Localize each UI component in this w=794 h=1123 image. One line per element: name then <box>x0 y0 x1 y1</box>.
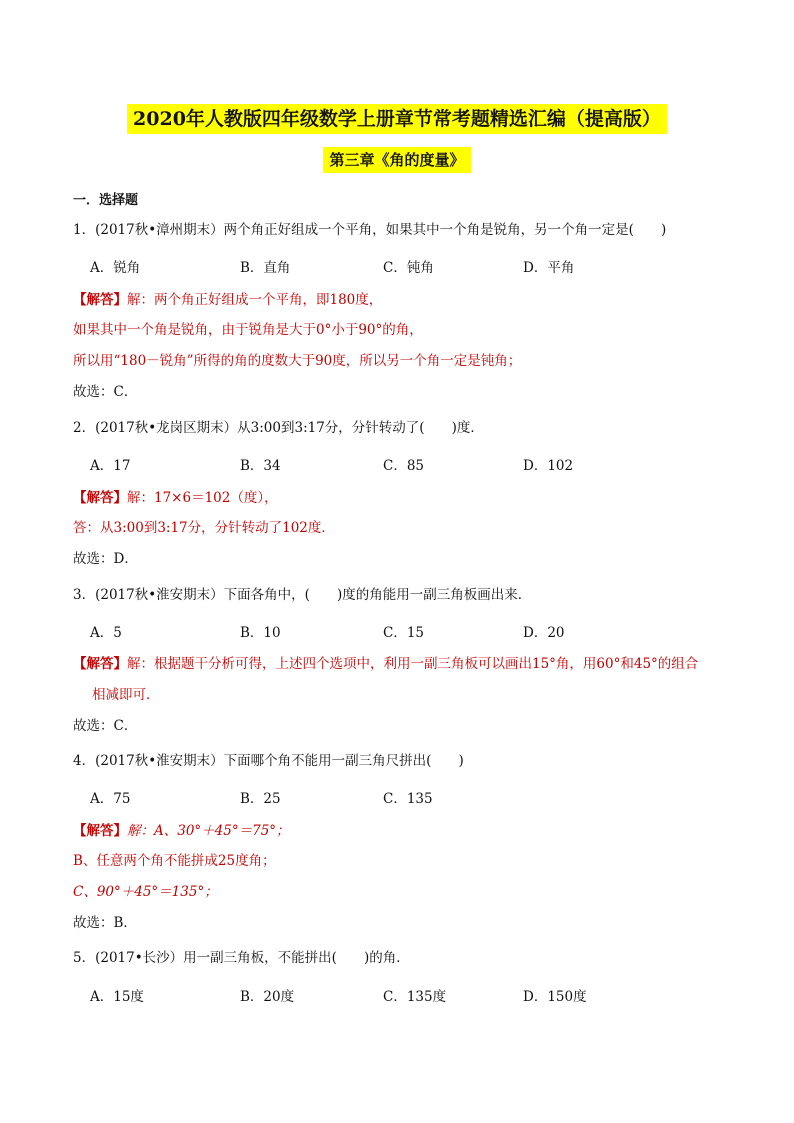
q3-option-a: A．5 <box>90 625 122 641</box>
q1-answer-line-1 <box>73 290 382 310</box>
q2-answer-line-1 <box>73 488 278 508</box>
q4-option-c: C．135 <box>383 791 433 807</box>
q4-answer-line-2: B、任意两个角不能拼成25度角； <box>73 853 276 869</box>
q1-choice: 故选：C． <box>73 384 138 400</box>
question-3-stem: 3．(2017秋•淮安期末）下面各角中，( )度的角能用一副三角板画出来． <box>73 587 532 603</box>
q2-choice: 故选：D． <box>73 551 138 567</box>
q5-option-a: A．15度 <box>90 989 144 1005</box>
answer-tag: 【解答】 <box>73 823 127 839</box>
q3-answer-text-1: 解：根据题干分析可得，上述四个选项中，利用一副三角板可以画出15°角，用60°和45°的组合 <box>127 656 699 672</box>
q1-option-c: C．钝角 <box>383 260 434 276</box>
q3-option-b: B．10 <box>240 625 281 641</box>
q1-option-b: B．直角 <box>240 260 291 276</box>
q5-option-b: B．20度 <box>240 989 295 1005</box>
question-5-stem: 5．(2017•长沙）用一副三角板，不能拼出( )的角． <box>73 950 410 966</box>
answer-tag: 【解答】 <box>73 292 127 308</box>
q2-answer-text-1: 解：17×6＝102（度）， <box>127 490 278 506</box>
q2-option-c: C．85 <box>383 458 425 474</box>
q4-answer-text-1: 解：A、30°＋45°＝75°； <box>127 823 290 839</box>
q2-option-a: A．17 <box>90 458 131 474</box>
q1-answer-line-3: 所以用“180－锐角”所得的角的度数大于90度，所以另一个角一定是钝角； <box>73 353 522 369</box>
q5-option-c: C．135度 <box>383 989 447 1005</box>
answer-tag: 【解答】 <box>73 656 127 672</box>
question-1-stem: 1．(2017秋•漳州期末）两个角正好组成一个平角，如果其中一个角是锐角，另一个角一定是( ) <box>73 222 667 238</box>
q3-option-d: D．20 <box>523 625 565 641</box>
q1-answer-text-1: 解：两个角正好组成一个平角，即180度， <box>127 292 383 308</box>
q5-option-d: D．150度 <box>523 989 587 1005</box>
q3-option-c: C．15 <box>383 625 425 641</box>
q2-option-b: B．34 <box>240 458 281 474</box>
q2-option-d: D．102 <box>523 458 574 474</box>
section-heading: 一．选择题 <box>73 193 139 208</box>
answer-tag: 【解答】 <box>73 490 127 506</box>
chapter-subtitle: 第三章《角的度量》 <box>323 147 470 173</box>
document-title: 2020年人教版四年级数学上册章节常考题精选汇编（提高版） <box>127 104 667 134</box>
q3-choice: 故选：C． <box>73 718 138 734</box>
question-4-stem: 4．(2017秋•淮安期末）下面哪个角不能用一副三角尺拼出( ) <box>73 753 464 769</box>
question-2-stem: 2．(2017秋•龙岗区期末）从3:00到3:17分，分针转动了( )度． <box>73 420 484 436</box>
q1-option-a: A．锐角 <box>90 260 141 276</box>
q3-answer-line-1 <box>73 654 698 674</box>
q3-answer-line-2: 相减即可． <box>92 687 160 703</box>
q4-option-a: A．75 <box>90 791 131 807</box>
q1-answer-line-2: 如果其中一个角是锐角，由于锐角是大于0°小于90°的角， <box>73 322 423 338</box>
q4-answer-line-3: C、90°＋45°＝135°； <box>73 884 218 900</box>
q4-answer-line-1 <box>73 821 290 841</box>
q2-answer-line-2: 答：从3:00到3:17分，分针转动了102度． <box>73 520 335 536</box>
q4-option-b: B．25 <box>240 791 281 807</box>
q4-choice: 故选：B． <box>73 915 137 931</box>
q1-option-d: D．平角 <box>523 260 575 276</box>
